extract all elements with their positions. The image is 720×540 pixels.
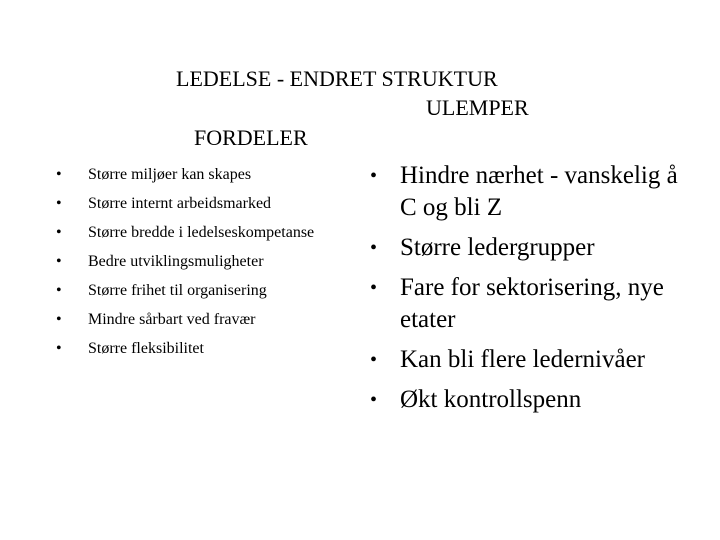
fordeler-list bbox=[56, 160, 346, 363]
bullet-icon: • bbox=[56, 195, 62, 212]
list-item bbox=[368, 232, 688, 264]
list-item bbox=[56, 160, 346, 189]
bullet-icon: • bbox=[370, 165, 378, 187]
heading-ulemper: ULEMPER bbox=[426, 95, 529, 120]
list-item-text: Mindre sårbart ved fravær bbox=[88, 311, 256, 328]
list-item-text: Økt kontrollspenn bbox=[400, 386, 582, 413]
list-item bbox=[368, 384, 688, 416]
list-item-text: Fare for sektorisering, nye etater bbox=[400, 274, 664, 333]
bullet-icon: • bbox=[370, 389, 378, 411]
list-item-text: Kan bli flere ledernivåer bbox=[400, 346, 646, 373]
bullet-icon: • bbox=[370, 277, 378, 299]
slide-title: LEDELSE - ENDRET STRUKTUR bbox=[176, 66, 498, 91]
bullet-icon: • bbox=[370, 349, 378, 371]
bullet-icon: • bbox=[370, 237, 378, 259]
bullet-icon: • bbox=[56, 311, 62, 328]
list-item-text: Større bredde i ledelseskompetanse bbox=[88, 224, 315, 241]
list-item-text: Større fleksibilitet bbox=[88, 340, 204, 357]
list-item-text: Større miljøer kan skapes bbox=[88, 166, 252, 183]
list-item bbox=[368, 160, 688, 224]
list-item bbox=[56, 334, 346, 363]
ulemper-list bbox=[368, 160, 688, 424]
list-item bbox=[56, 247, 346, 276]
heading-fordeler: FORDELER bbox=[194, 125, 308, 150]
bullet-icon: • bbox=[56, 282, 62, 299]
list-item-text: Større frihet til organisering bbox=[88, 282, 267, 299]
list-item bbox=[368, 344, 688, 376]
bullet-icon: • bbox=[56, 340, 62, 357]
list-item bbox=[368, 272, 688, 336]
list-item-text: Bedre utviklingsmuligheter bbox=[88, 253, 264, 270]
bullet-icon: • bbox=[56, 166, 62, 183]
bullet-icon: • bbox=[56, 224, 62, 241]
list-item-text: Hindre nærhet - vanskelig å C og bli Z bbox=[400, 162, 678, 221]
list-item bbox=[56, 218, 346, 247]
bullet-icon: • bbox=[56, 253, 62, 270]
list-item-text: Større internt arbeidsmarked bbox=[88, 195, 272, 212]
list-item bbox=[56, 305, 346, 334]
list-item bbox=[56, 189, 346, 218]
list-item-text: Større ledergrupper bbox=[400, 234, 595, 261]
list-item bbox=[56, 276, 346, 305]
